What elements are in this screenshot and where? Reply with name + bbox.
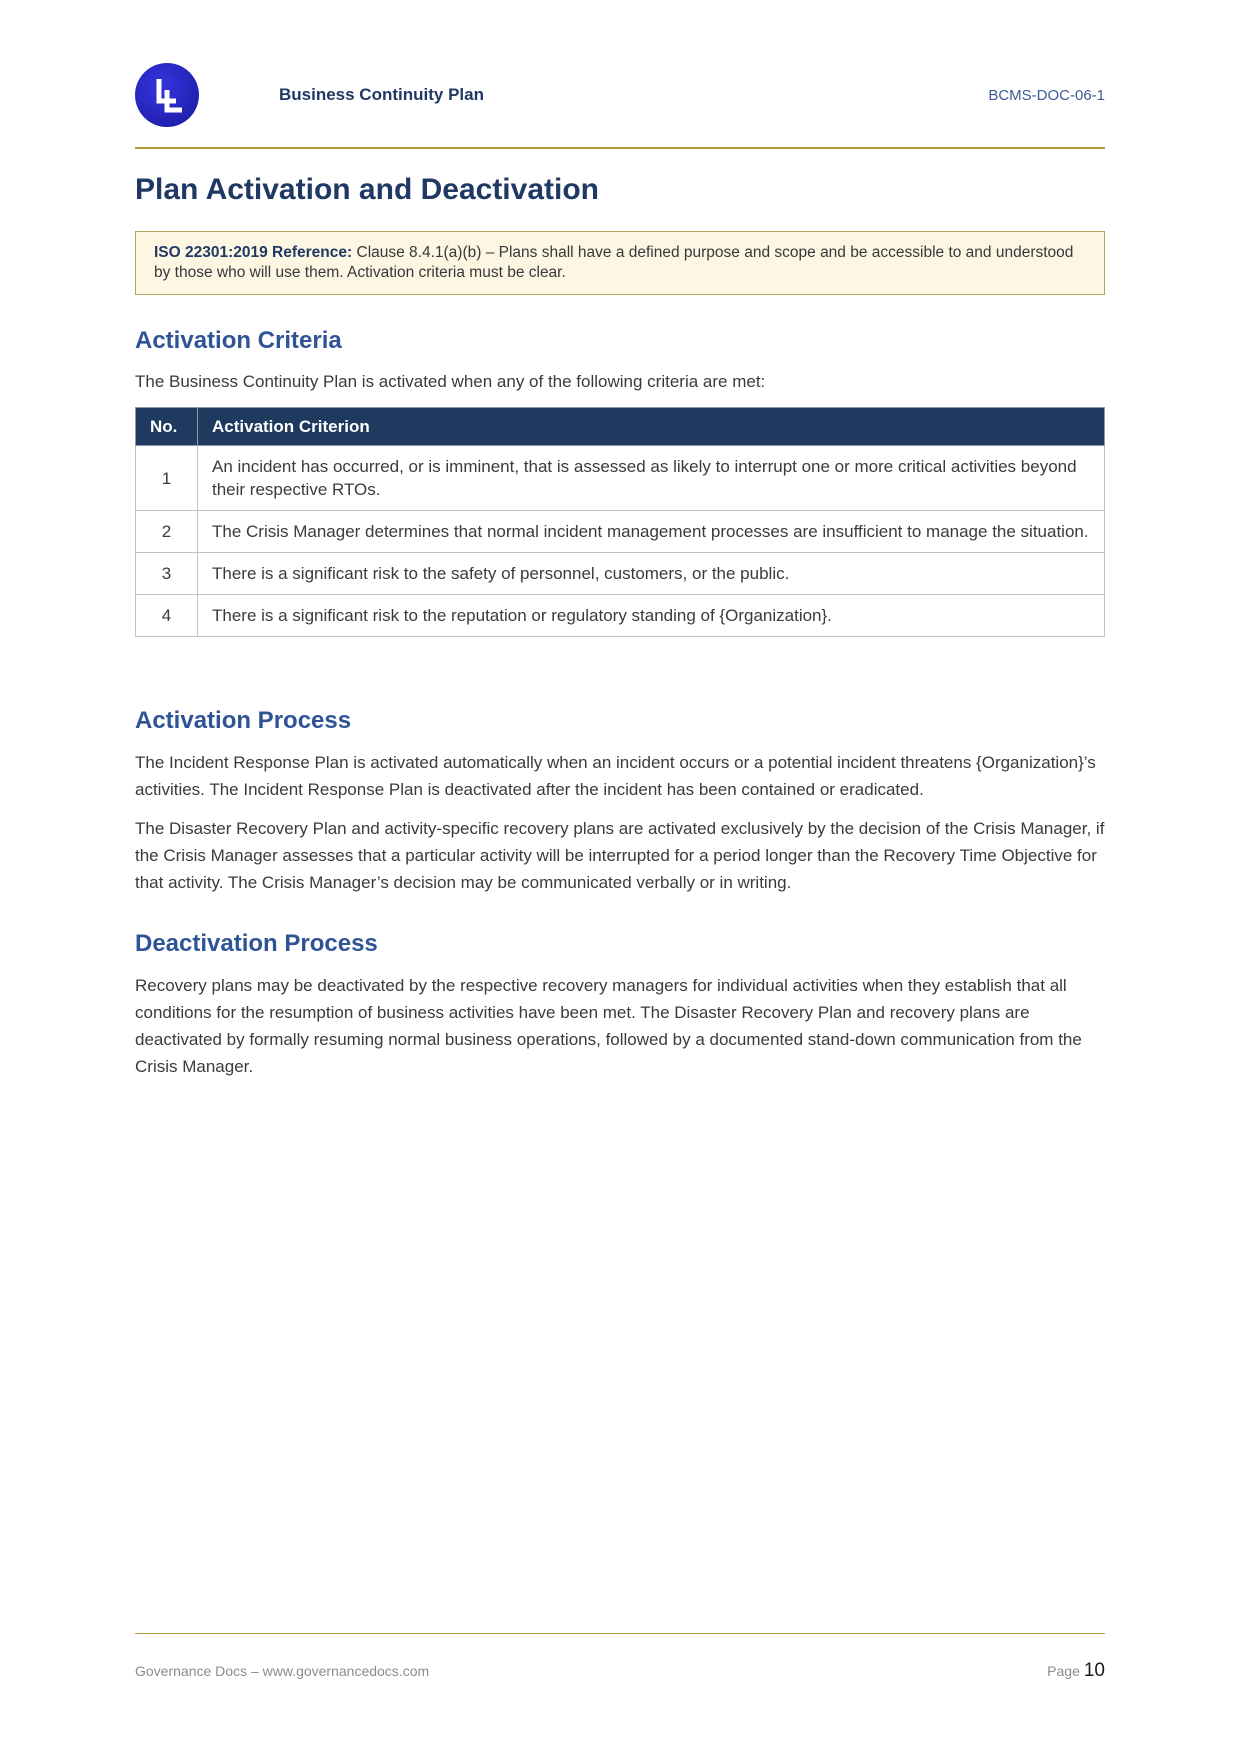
- section-heading-activation-process: Activation Process: [135, 707, 352, 734]
- table-header-row: [136, 408, 1105, 446]
- row-criterion: There is a significant risk to the reputation or regulatory standing of {Organization}.: [198, 595, 1105, 637]
- table-row: [136, 446, 1105, 511]
- page-title: Plan Activation and Deactivation: [135, 173, 599, 206]
- iso-reference-text: Clause 8.4.1(a)(b) – Plans shall have a defined purpose and scope and be accessible to and understood by those who will use them. Activation criteria must be clear.: [154, 244, 1074, 281]
- iso-reference-label: ISO 22301:2019 Reference:: [154, 244, 353, 261]
- table-row: [136, 553, 1105, 595]
- row-number: 3: [136, 553, 198, 595]
- activation-criteria-table: [135, 407, 1105, 637]
- deactivation-process-paragraph: Recovery plans may be deactivated by the respective recovery managers for individual activities when they establish that all conditions for the resumption of business activities have been met. The Disaster Recovery Plan and recovery plans are deactivated by formally resuming normal business operations, followed by a documented stand-down communication from the Crisis Manager.: [135, 976, 1082, 1076]
- page-footer: [135, 1633, 1105, 1682]
- table-row: [136, 511, 1105, 553]
- section-heading-deactivation-process: Deactivation Process: [135, 930, 378, 957]
- footer-page-label: Page: [1047, 1663, 1080, 1679]
- header-divider: [135, 147, 1105, 149]
- company-logo-icon: [135, 63, 199, 127]
- column-header-criterion: Activation Criterion: [198, 408, 1105, 446]
- iso-reference-note: [135, 231, 1105, 295]
- footer-page-number: 10: [1083, 1660, 1105, 1681]
- activation-process-paragraph: The Incident Response Plan is activated automatically when an incident occurs or a potential incident threatens {Organization}’s activities. The Incident Response Plan is deactivated after the incident has been contained or eradicated.: [135, 753, 1096, 799]
- row-criterion: An incident has occurred, or is imminent, that is assessed as likely to interrupt one or more critical activities beyond their respective RTOs.: [198, 446, 1105, 511]
- section-heading-activation-criteria: Activation Criteria: [135, 327, 342, 354]
- table-row: [136, 595, 1105, 637]
- column-header-no: No.: [136, 408, 198, 446]
- row-number: 4: [136, 595, 198, 637]
- activation-criteria-intro: The Business Continuity Plan is activated when any of the following criteria are met:: [135, 372, 766, 391]
- row-number: 1: [136, 446, 198, 511]
- page-header: [135, 0, 1105, 127]
- row-criterion: The Crisis Manager determines that normal incident management processes are insufficient to manage the situation.: [198, 511, 1105, 553]
- activation-process-paragraph: The Disaster Recovery Plan and activity-specific recovery plans are activated exclusively by the decision of the Crisis Manager, if the Crisis Manager assesses that a particular activity will be interrupted for a period longer than the Recovery Time Objective for that activity. The Crisis Manager’s decision may be communicated verbally or in writing.: [135, 819, 1105, 892]
- document-title: Business Continuity Plan: [279, 85, 484, 104]
- row-criterion: There is a significant risk to the safety of personnel, customers, or the public.: [198, 553, 1105, 595]
- document-code: BCMS-DOC-06-1: [988, 86, 1105, 104]
- row-number: 2: [136, 511, 198, 553]
- footer-page-indicator: [1047, 1660, 1105, 1682]
- footer-source: Governance Docs – www.governancedocs.com: [135, 1663, 430, 1679]
